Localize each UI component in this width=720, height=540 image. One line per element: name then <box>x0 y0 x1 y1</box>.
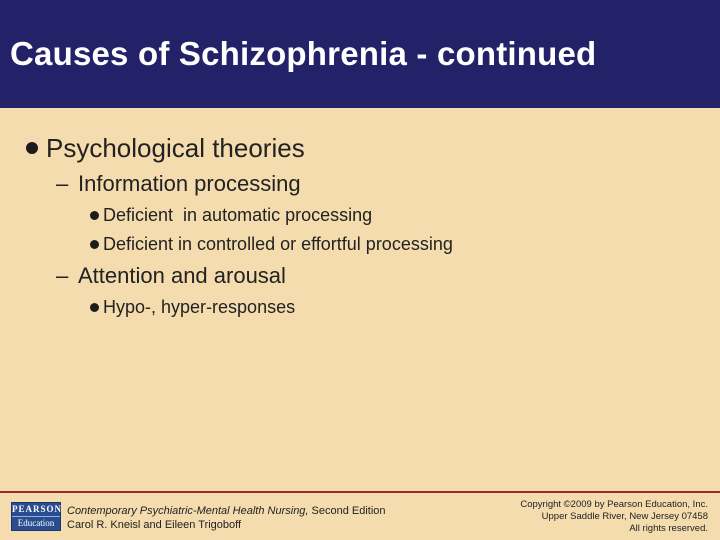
bullet-dot-icon <box>26 142 38 154</box>
slide-title: Causes of Schizophrenia - continued <box>10 35 597 72</box>
bullet-dot-icon <box>90 240 99 249</box>
copyright-line: All rights reserved. <box>629 523 708 534</box>
book-edition: Second Edition <box>308 505 386 517</box>
item-label: Hypo-, hyper-responses <box>103 297 296 317</box>
item-label: Deficient in automatic processing <box>103 205 373 225</box>
item-label: Deficient in controlled or effortful processing <box>103 234 453 254</box>
bullet-psychological-theories <box>26 133 305 164</box>
bullet-dot-icon <box>90 211 99 220</box>
subbullet-label: Information processing <box>78 171 301 196</box>
logo-bottom-text: Education <box>17 518 55 528</box>
subbullet-attention-arousal <box>56 263 286 289</box>
dash-icon: – <box>56 263 69 288</box>
pearson-education-logo <box>11 502 61 531</box>
copyright-line: Upper Saddle River, New Jersey 07458 <box>541 511 708 522</box>
title-bar <box>0 0 720 108</box>
book-authors: Carol R. Kneisl and Eileen Trigoboff <box>67 519 242 531</box>
book-citation <box>67 504 386 532</box>
subbullet-label: Attention and arousal <box>78 263 286 288</box>
item-hypo-hyper <box>90 297 295 318</box>
copyright-notice <box>520 499 708 535</box>
dash-icon: – <box>56 171 69 196</box>
bullet-label: Psychological theories <box>46 133 305 163</box>
logo-top-text: PEARSON <box>12 503 60 517</box>
subbullet-information-processing <box>56 171 301 197</box>
item-deficient-automatic <box>90 205 372 226</box>
footer-divider <box>0 491 720 493</box>
book-title: Contemporary Psychiatric-Mental Health Nursing, <box>67 505 309 517</box>
item-deficient-controlled <box>90 234 453 255</box>
copyright-line: Copyright ©2009 by Pearson Education, Inc. <box>520 499 708 510</box>
bullet-dot-icon <box>90 303 99 312</box>
